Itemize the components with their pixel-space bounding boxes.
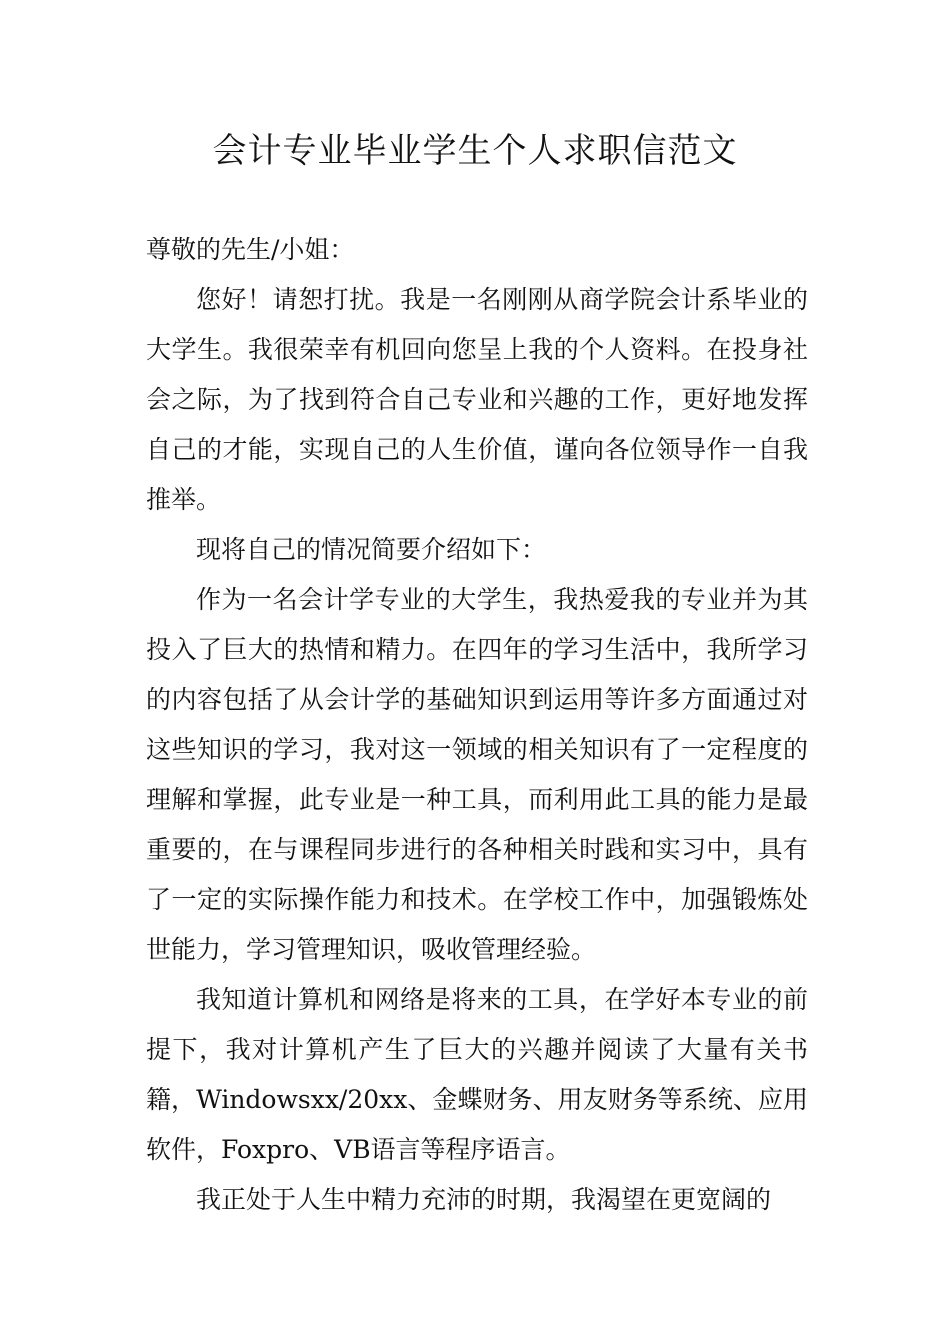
paragraph-greeting: 您好！请恕打扰。我是一名刚刚从商学院会计系毕业的大学生。我很荣幸有机回向您呈上我的个人资料。在投身社会之际，为了找到符合自己专业和兴趣的工作，更好地发挥自己的才能，实现自己的人生价值，谨向各位领导作一自我推举。 — [146, 285, 808, 514]
letter-body — [146, 225, 808, 1225]
document-title: 会计专业毕业学生个人求职信范文 — [212, 131, 738, 171]
paragraph-intro: 现将自己的情况简要介绍如下： — [196, 535, 547, 564]
salutation: 尊敬的先生/小姐： — [146, 235, 355, 264]
paragraph-major: 作为一名会计学专业的大学生，我热爱我的专业并为其投入了巨大的热情和精力。在四年的学习生活中，我所学习的内容包括了从会计学的基础知识到运用等许多方面通过对这些知识的学习，我对这一领域的相关知识有了一定程度的理解和掌握，此专业是一种工具，而利用此工具的能力是最重要的，在与课程同步进行的各种相关时践和实习中，具有了一定的实际操作能力和技术。在学校工作中，加强锻炼处世能力，学习管理知识，吸收管理经验。 — [146, 585, 808, 964]
paragraph-closing-partial: 我正处于人生中精力充沛的时期，我渴望在更宽阔的 — [196, 1185, 772, 1214]
paragraph-computer-skills: 我知道计算机和网络是将来的工具，在学好本专业的前提下，我对计算机产生了巨大的兴趣并阅读了大量有关书籍，Windowsxx/20xx、金蝶财务、用友财务等系统、应用软件，Foxpro、VB语言等程序语言。 — [146, 985, 808, 1164]
